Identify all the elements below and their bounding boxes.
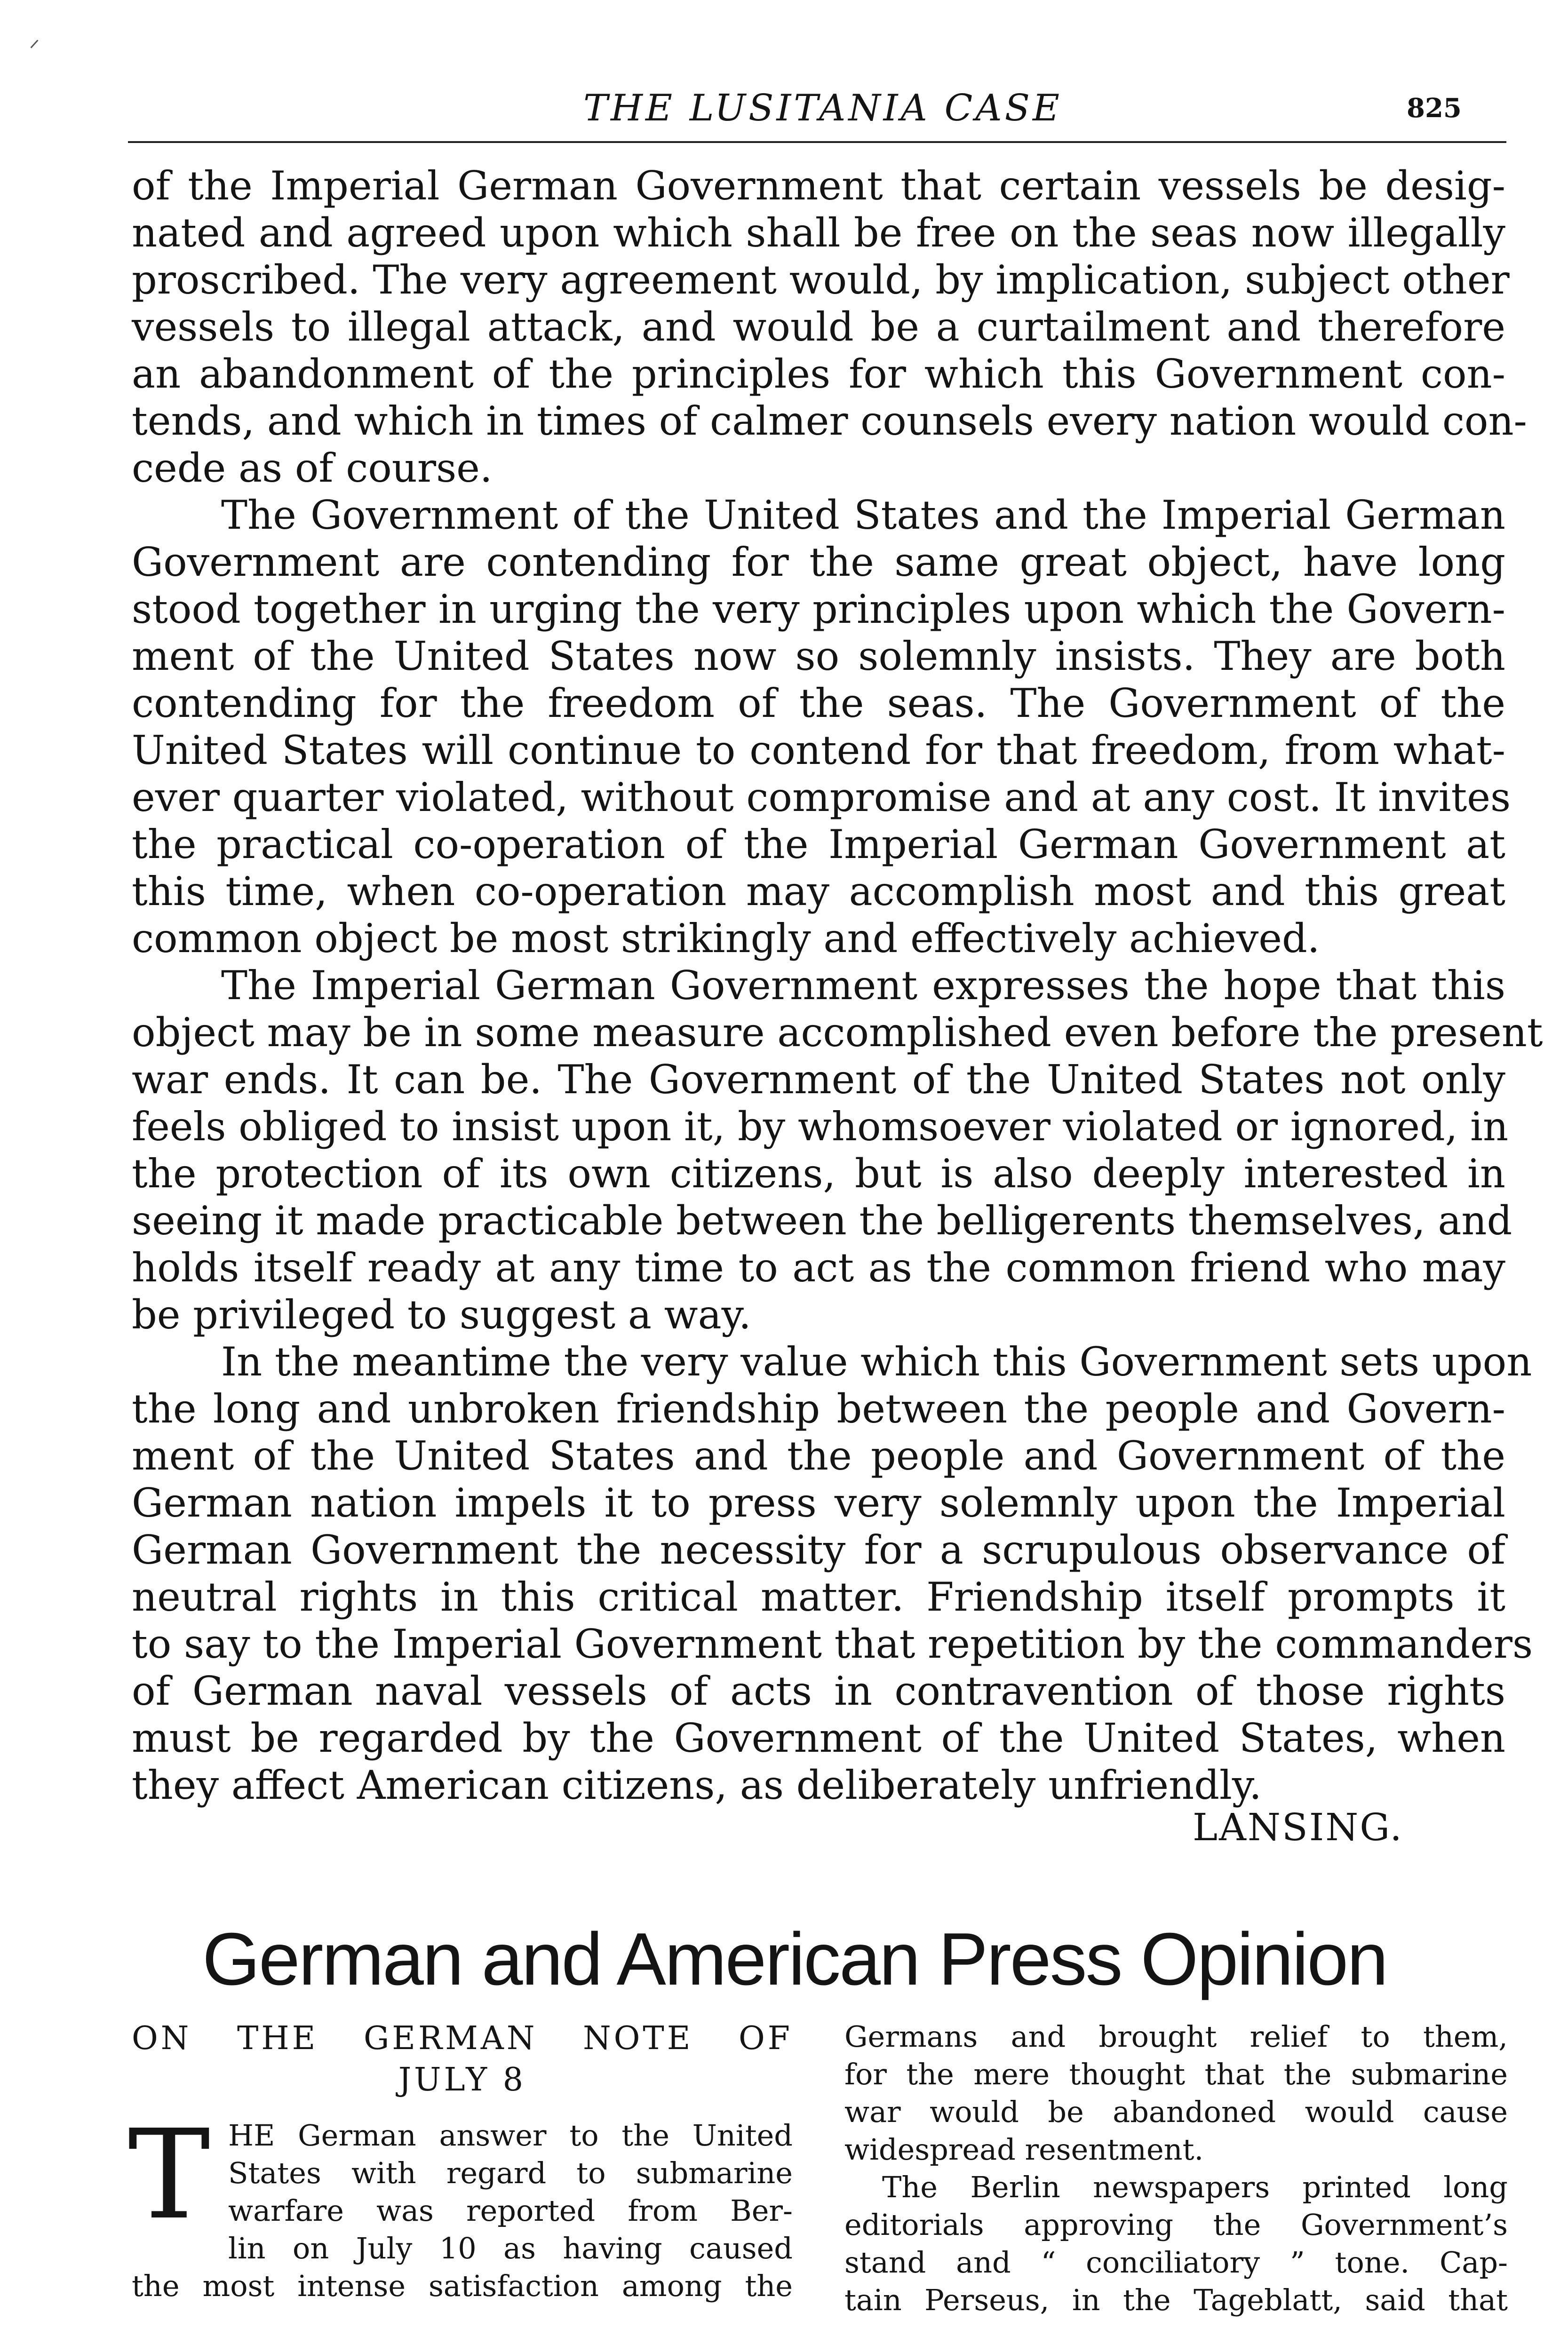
text-line: HE German answer to the United [228, 2118, 793, 2153]
text-line: German Government the necessity for a scrupulous observance of [132, 1527, 1505, 1573]
text-line: object may be in some measure accomplished even before the present [132, 1009, 1543, 1056]
text-line: stood together in urging the very principles upon which the Govern- [132, 586, 1505, 632]
text-line: Germans and brought relief to them, [844, 2019, 1508, 2054]
running-title: THE LUSITANIA CASE [583, 87, 1062, 129]
letter-body [132, 162, 1543, 1809]
header-rule [128, 141, 1506, 143]
text-line: The Berlin newspapers printed long [882, 2170, 1508, 2204]
article-subhead: JULY 8 [398, 2061, 526, 2098]
text-line: ment of the United States now so solemnly insists. They are both [132, 633, 1505, 679]
text-line: warfare was reported from Ber- [228, 2193, 793, 2228]
text-line: of the Imperial German Government that certain vessels be desig- [132, 163, 1505, 209]
text-line: The Imperial German Government expresses the hope that this [221, 962, 1505, 1009]
text-line: war would be abandoned would cause [844, 2095, 1508, 2129]
text-line: widespread resentment. [844, 2132, 1204, 2167]
text-line: United States will continue to contend for that freedom, from what- [132, 727, 1505, 773]
letter-signature: LANSING. [1193, 1805, 1403, 1849]
text-line: neutral rights in this critical matter. Friendship itself prompts it [132, 1574, 1505, 1620]
text-line: for the mere thought that the submarine [844, 2057, 1508, 2091]
text-line: the practical co-operation of the Imperial German Government at [132, 821, 1505, 867]
text-line: vessels to illegal attack, and would be a curtailment and therefore [132, 304, 1505, 350]
text-line: feels obliged to insist upon it, by whomsoever violated or ignored, in [132, 1104, 1509, 1150]
text-line: In the meantime the very value which this Government sets upon [221, 1339, 1532, 1385]
text-line: they affect American citizens, as deliberately unfriendly. [132, 1762, 1262, 1808]
article-left-column [128, 2018, 793, 2305]
text-line: the protection of its own citizens, but is also deeply interested in [132, 1151, 1505, 1197]
text-line: The Government of the United States and the Imperial German [221, 492, 1505, 538]
text-line: ment of the United States and the people and Government of the [132, 1433, 1505, 1479]
text-line: seeing it made practicable between the belligerents themselves, and [132, 1198, 1512, 1244]
text-line: war ends. It can be. The Government of the United States not only [132, 1057, 1505, 1103]
page-number: 825 [1407, 93, 1462, 124]
text-line: to say to the Imperial Government that repetition by the commanders [132, 1621, 1533, 1667]
text-line: ever quarter violated, without compromise and at any cost. It invites [132, 774, 1511, 820]
text-line: States with regard to submarine [228, 2156, 793, 2190]
text-line: contending for the freedom of the seas. The Government of the [132, 680, 1505, 726]
text-line: of German naval vessels of acts in contravention of those rights [132, 1668, 1505, 1714]
text-line: tends, and which in times of calmer counsels every nation would con- [132, 398, 1527, 444]
text-line: editorials approving the Government’s [844, 2208, 1508, 2242]
article-right-column [844, 2018, 1508, 2319]
text-line: tain Perseus, in the Tageblatt, said that [844, 2283, 1508, 2317]
article-opening-paragraph [128, 2103, 793, 2305]
drop-cap: T [128, 2103, 210, 2247]
article-title: German and American Press Opinion [202, 1918, 1387, 2001]
stray-ink-mark [31, 40, 39, 48]
text-line: German nation impels it to press very solemnly upon the Imperial [132, 1480, 1505, 1526]
running-head [0, 85, 1568, 132]
text-line: Government are contending for the same great object, have long [132, 539, 1505, 585]
text-line: nated and agreed upon which shall be free on the seas now illegally [132, 210, 1505, 256]
text-line: holds itself ready at any time to act as the common friend who may [132, 1245, 1505, 1291]
text-line: must be regarded by the Government of the United States, when [132, 1715, 1505, 1761]
text-line: an abandonment of the principles for which this Government con- [132, 351, 1505, 397]
text-line: common object be most strikingly and effectively achieved. [132, 915, 1320, 961]
text-line: the long and unbroken friendship between the people and Govern- [132, 1386, 1505, 1432]
text-line: lin on July 10 as having caused [228, 2231, 793, 2265]
text-line: this time, when co-operation may accomplish most and this great [132, 868, 1505, 914]
text-line: proscribed. The very agreement would, by implication, subject other [132, 257, 1510, 303]
text-line: stand and “ conciliatory ” tone. Cap- [844, 2245, 1508, 2280]
text-line: cede as of course. [132, 445, 493, 491]
text-line: the most intense satisfaction among the [132, 2269, 793, 2303]
article-subhead: ON THE GERMAN NOTE OF [132, 2020, 793, 2057]
text-line: be privileged to suggest a way. [132, 1292, 751, 1338]
